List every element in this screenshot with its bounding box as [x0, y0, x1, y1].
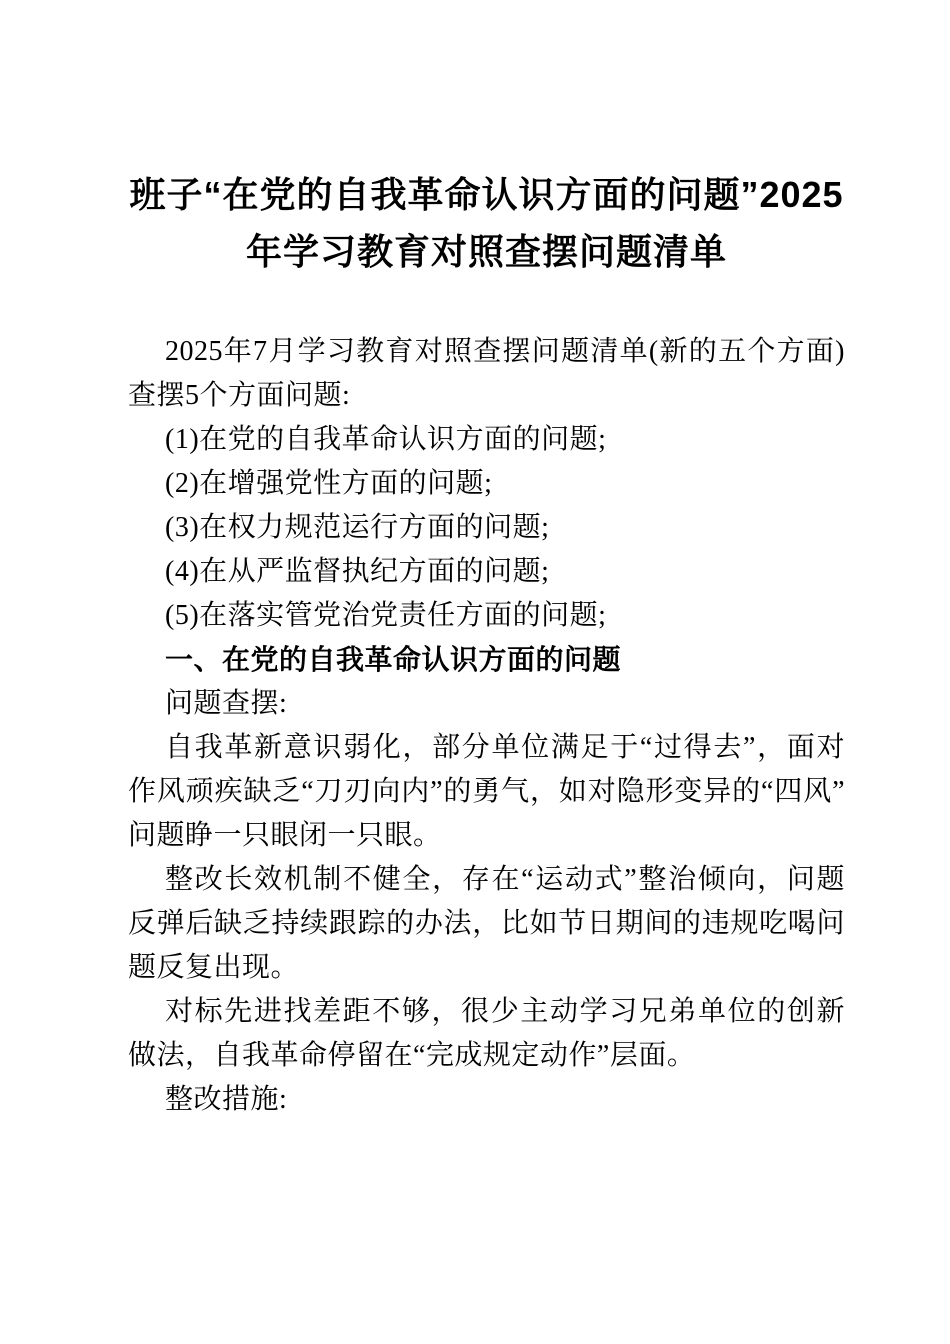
document-title-line-1: 班子“在党的自我革命认识方面的问题”2025: [129, 174, 844, 215]
problem-review-label: 问题查摆:: [165, 688, 288, 719]
document-body: [128, 330, 845, 1122]
aspect-item-5: (5)在落实管党治党责任方面的问题;: [165, 600, 607, 631]
document-title-line-2: 年学习教育对照查摆问题清单: [245, 231, 727, 272]
aspect-item-1: (1)在党的自我革命认识方面的问题;: [165, 424, 607, 455]
section-heading: 一、在党的自我革命认识方面的问题: [165, 644, 622, 675]
measures-label: 整改措施:: [165, 1084, 288, 1115]
problem-paragraph-2: 整改长效机制不健全，存在“运动式”整治倾向，问题反弹后缺乏持续跟踪的办法，比如节日期间的违规吃喝问题反复出现。: [128, 864, 845, 983]
problem-paragraph-3: 对标先进找差距不够，很少主动学习兄弟单位的创新做法，自我革命停留在“完成规定动作”层面。: [128, 996, 845, 1071]
aspect-item-3: (3)在权力规范运行方面的问题;: [165, 512, 550, 543]
problem-paragraph-1: 自我革新意识弱化，部分单位满足于“过得去”，面对作风顽疾缺乏“刀刃向内”的勇气，如对隐形变异的“四风”问题睁一只眼闭一只眼。: [128, 732, 845, 851]
document-title: [128, 166, 845, 280]
aspect-item-2: (2)在增强党性方面的问题;: [165, 468, 493, 499]
intro-paragraph: 2025年7月学习教育对照查摆问题清单(新的五个方面)查摆5个方面问题:: [128, 336, 845, 411]
aspect-item-4: (4)在从严监督执纪方面的问题;: [165, 556, 550, 587]
